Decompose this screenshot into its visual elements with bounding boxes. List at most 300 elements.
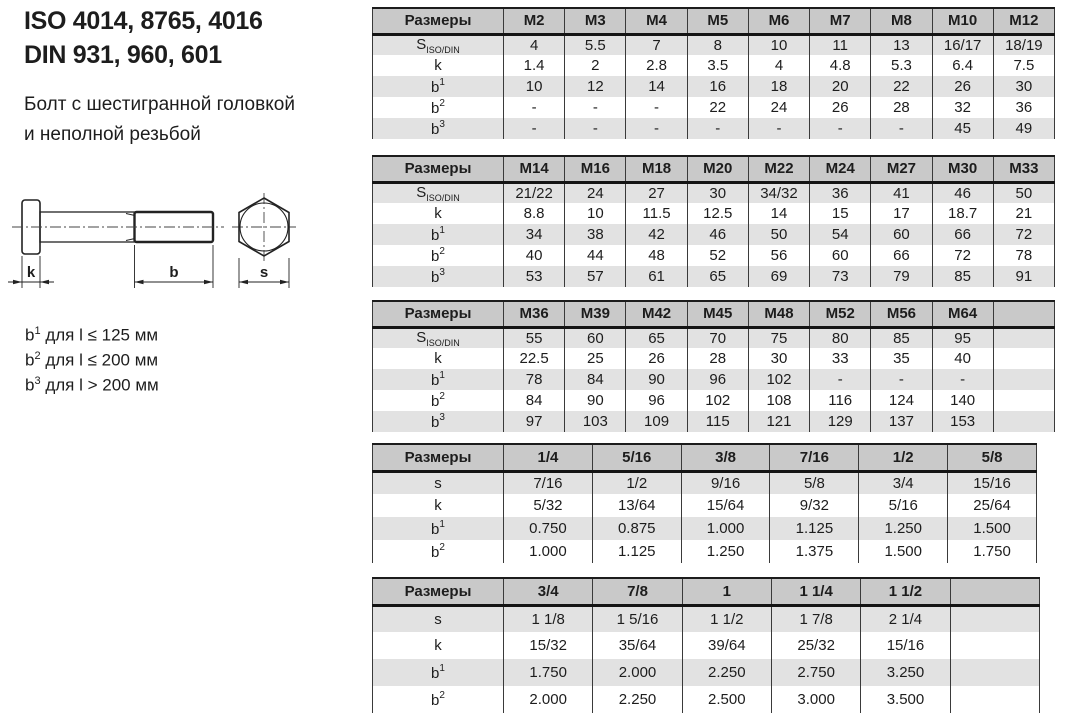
row-label: $S_{ISO/DIN}$ — [416, 183, 460, 203]
row-label-cell — [373, 471, 504, 494]
table-row — [373, 494, 1037, 517]
value-cell: 34/32 — [748, 182, 809, 203]
table-header-row — [373, 444, 1037, 471]
value-cell: 4 — [504, 34, 565, 55]
value-cell: 38 — [565, 224, 626, 245]
row-label-cell — [373, 348, 504, 369]
value-cell: 15/16 — [948, 471, 1037, 494]
value-cell: 60 — [810, 245, 871, 266]
size-column-header: 1/2 — [859, 444, 948, 471]
value-cell: 22 — [687, 97, 748, 118]
table-row — [373, 540, 1037, 563]
value-cell: 3/4 — [859, 471, 948, 494]
size-column-header: M12 — [993, 8, 1054, 34]
value-cell: 32 — [932, 97, 993, 118]
value-cell: 121 — [748, 411, 809, 432]
row-label-cell — [373, 390, 504, 411]
value-cell: 20 — [810, 76, 871, 97]
value-cell: 96 — [687, 369, 748, 390]
value-cell: 9/16 — [681, 471, 770, 494]
row-label: k — [434, 497, 442, 514]
size-column-header: M64 — [932, 301, 993, 327]
value-cell: - — [932, 369, 993, 390]
value-cell: 1.500 — [859, 540, 948, 563]
value-cell: 6.4 — [932, 55, 993, 76]
row-label: $b^1$ — [431, 76, 445, 96]
row-label: $b^2$ — [431, 97, 445, 117]
value-cell: 17 — [871, 203, 932, 224]
row-label-cell — [373, 540, 504, 563]
row-label: k — [434, 637, 442, 654]
table-header-row — [373, 578, 1040, 605]
row-label: k — [434, 350, 442, 367]
value-cell: 1.250 — [681, 540, 770, 563]
table-header-row — [373, 8, 1055, 34]
value-cell: 53 — [504, 266, 565, 287]
table-row — [373, 224, 1055, 245]
row-label-cell — [373, 632, 504, 659]
row-label: $b^3$ — [431, 411, 445, 431]
value-cell: 49 — [993, 118, 1054, 139]
table-row — [373, 471, 1037, 494]
size-column-header: M45 — [687, 301, 748, 327]
value-cell: 129 — [810, 411, 871, 432]
row-label-cell — [373, 266, 504, 287]
value-cell: 65 — [626, 327, 687, 348]
value-cell: 30 — [748, 348, 809, 369]
row-label-cell — [373, 76, 504, 97]
size-column-header: M56 — [871, 301, 932, 327]
value-cell: 5/32 — [504, 494, 593, 517]
value-cell: 1.375 — [770, 540, 859, 563]
row-label: k — [434, 57, 442, 74]
value-cell: 1 5/16 — [593, 605, 682, 632]
value-cell: 61 — [626, 266, 687, 287]
table-row — [373, 659, 1040, 686]
value-cell: 21 — [993, 203, 1054, 224]
value-cell: 1.000 — [681, 517, 770, 540]
value-cell: 26 — [626, 348, 687, 369]
row-label-cell — [373, 517, 504, 540]
row-label-cell — [373, 118, 504, 139]
standard-title — [24, 4, 263, 72]
value-cell: 57 — [565, 266, 626, 287]
value-cell: 137 — [871, 411, 932, 432]
iso-standards-line: ISO 4014, 8765, 4016 — [24, 7, 263, 35]
value-cell: 115 — [687, 411, 748, 432]
value-cell: - — [565, 97, 626, 118]
value-cell: 97 — [504, 411, 565, 432]
value-cell: 15 — [810, 203, 871, 224]
row-label: $b^1$ — [431, 224, 445, 244]
value-cell: 1 1/8 — [504, 605, 593, 632]
size-column-header: M39 — [565, 301, 626, 327]
value-cell: 91 — [993, 266, 1054, 287]
value-cell: 10 — [565, 203, 626, 224]
value-cell: 5/8 — [770, 471, 859, 494]
value-cell: 1.750 — [504, 659, 593, 686]
value-cell: 24 — [748, 97, 809, 118]
value-cell: 11.5 — [626, 203, 687, 224]
value-cell: 103 — [565, 411, 626, 432]
value-cell: 36 — [993, 97, 1054, 118]
size-column-header: 3/8 — [681, 444, 770, 471]
size-column-header: M42 — [626, 301, 687, 327]
value-cell: 80 — [810, 327, 871, 348]
value-cell: 54 — [810, 224, 871, 245]
value-cell: 60 — [565, 327, 626, 348]
value-cell: - — [687, 118, 748, 139]
value-cell: - — [748, 118, 809, 139]
value-cell: 85 — [871, 327, 932, 348]
value-cell: 7.5 — [993, 55, 1054, 76]
value-cell: 42 — [626, 224, 687, 245]
value-cell: - — [810, 118, 871, 139]
bolt-technical-drawing — [2, 185, 322, 315]
value-cell: 73 — [810, 266, 871, 287]
value-cell: 15/32 — [504, 632, 593, 659]
size-column-header: M24 — [810, 156, 871, 182]
value-cell: 1.4 — [504, 55, 565, 76]
row-label: $b^3$ — [431, 118, 445, 138]
value-cell — [993, 390, 1054, 411]
value-cell: 7/16 — [504, 471, 593, 494]
table-row — [373, 517, 1037, 540]
size-column-header: M8 — [871, 8, 932, 34]
value-cell: 33 — [810, 348, 871, 369]
value-cell: 1.125 — [770, 517, 859, 540]
value-cell: 28 — [687, 348, 748, 369]
value-cell: 12 — [565, 76, 626, 97]
row-label-cell — [373, 411, 504, 432]
table-header-label: Размеры — [373, 8, 504, 34]
size-column-header: M52 — [810, 301, 871, 327]
size-column-header: M6 — [748, 8, 809, 34]
value-cell: 78 — [993, 245, 1054, 266]
value-cell: 69 — [748, 266, 809, 287]
table-header-label: Размеры — [373, 301, 504, 327]
value-cell: 9/32 — [770, 494, 859, 517]
size-column-header: M22 — [748, 156, 809, 182]
size-column-header: M4 — [626, 8, 687, 34]
size-column-header: M33 — [993, 156, 1054, 182]
value-cell: 85 — [932, 266, 993, 287]
value-cell — [950, 686, 1039, 713]
table-row — [373, 76, 1055, 97]
note-line: $b^3$ для l > 200 мм — [25, 375, 159, 395]
value-cell: 30 — [687, 182, 748, 203]
value-cell: 140 — [932, 390, 993, 411]
size-column-header — [950, 578, 1039, 605]
value-cell: 24 — [565, 182, 626, 203]
value-cell — [993, 327, 1054, 348]
center-lines — [12, 193, 296, 261]
size-column-header: M27 — [871, 156, 932, 182]
value-cell: - — [626, 97, 687, 118]
value-cell: 13 — [871, 34, 932, 55]
size-column-header: M18 — [626, 156, 687, 182]
value-cell: 0.875 — [592, 517, 681, 540]
value-cell: 2.750 — [771, 659, 860, 686]
size-column-header: M14 — [504, 156, 565, 182]
row-label: k — [434, 205, 442, 222]
value-cell: - — [626, 118, 687, 139]
size-column-header: 1 — [682, 578, 771, 605]
value-cell: 16 — [687, 76, 748, 97]
table-row — [373, 34, 1055, 55]
table-row — [373, 411, 1055, 432]
value-cell: 10 — [748, 34, 809, 55]
table-header-label: Размеры — [373, 578, 504, 605]
value-cell: 2.8 — [626, 55, 687, 76]
value-cell: 25 — [565, 348, 626, 369]
value-cell: 22 — [871, 76, 932, 97]
value-cell: 2.500 — [682, 686, 771, 713]
size-column-header: M20 — [687, 156, 748, 182]
size-column-header: 1 1/4 — [771, 578, 860, 605]
value-cell: 50 — [748, 224, 809, 245]
row-label-cell — [373, 369, 504, 390]
table-header-label: Размеры — [373, 156, 504, 182]
value-cell: 79 — [871, 266, 932, 287]
value-cell: 75 — [748, 327, 809, 348]
size-column-header: M30 — [932, 156, 993, 182]
value-cell: 8.8 — [504, 203, 565, 224]
value-cell: 2.250 — [593, 686, 682, 713]
size-column-header: 7/8 — [593, 578, 682, 605]
table-row — [373, 605, 1040, 632]
value-cell: 72 — [993, 224, 1054, 245]
value-cell: 26 — [932, 76, 993, 97]
value-cell: 12.5 — [687, 203, 748, 224]
row-label: $b^3$ — [431, 266, 445, 286]
size-column-header: M10 — [932, 8, 993, 34]
row-label: $b^1$ — [431, 518, 445, 538]
value-cell: - — [504, 97, 565, 118]
value-cell: 66 — [932, 224, 993, 245]
value-cell: 4 — [748, 55, 809, 76]
dim-label-s: s — [259, 264, 269, 281]
size-column-header: M3 — [565, 8, 626, 34]
value-cell: 25/64 — [948, 494, 1037, 517]
value-cell: 39/64 — [682, 632, 771, 659]
value-cell: 27 — [626, 182, 687, 203]
value-cell: 50 — [993, 182, 1054, 203]
table-row — [373, 245, 1055, 266]
value-cell: 4.8 — [810, 55, 871, 76]
table-row — [373, 182, 1055, 203]
product-description — [24, 90, 295, 150]
value-cell: 5/16 — [859, 494, 948, 517]
row-label-cell — [373, 245, 504, 266]
value-cell: 153 — [932, 411, 993, 432]
dimension-table-metric-large — [372, 300, 1055, 432]
row-label: $b^2$ — [431, 390, 445, 410]
value-cell: 40 — [504, 245, 565, 266]
value-cell: 3.5 — [687, 55, 748, 76]
row-label-cell — [373, 686, 504, 713]
value-cell: 2.000 — [593, 659, 682, 686]
value-cell — [993, 411, 1054, 432]
value-cell: 8 — [687, 34, 748, 55]
value-cell: 1.000 — [504, 540, 593, 563]
size-column-header: 7/16 — [770, 444, 859, 471]
value-cell: 78 — [504, 369, 565, 390]
din-standards-line: DIN 931, 960, 601 — [24, 41, 222, 69]
value-cell — [950, 659, 1039, 686]
value-cell: 124 — [871, 390, 932, 411]
table-row — [373, 55, 1055, 76]
row-label-cell — [373, 55, 504, 76]
row-label-cell — [373, 659, 504, 686]
row-label-cell — [373, 34, 504, 55]
value-cell — [950, 605, 1039, 632]
value-cell: 46 — [932, 182, 993, 203]
value-cell: 15/16 — [861, 632, 950, 659]
row-label: s — [434, 610, 442, 628]
value-cell: 45 — [932, 118, 993, 139]
row-label-cell — [373, 605, 504, 632]
value-cell: 0.750 — [504, 517, 593, 540]
value-cell: 15/64 — [681, 494, 770, 517]
table-header-row — [373, 156, 1055, 182]
value-cell: 90 — [626, 369, 687, 390]
value-cell: 84 — [565, 369, 626, 390]
table-row — [373, 203, 1055, 224]
value-cell: 44 — [565, 245, 626, 266]
row-label: $b^1$ — [431, 369, 445, 389]
table-row — [373, 327, 1055, 348]
value-cell: 96 — [626, 390, 687, 411]
value-cell: 2.000 — [504, 686, 593, 713]
value-cell: 95 — [932, 327, 993, 348]
value-cell: - — [565, 118, 626, 139]
dimension-table-imperial-small — [372, 443, 1037, 563]
row-label-cell — [373, 97, 504, 118]
thread-length-notes — [25, 321, 159, 396]
row-label: $b^2$ — [431, 245, 445, 265]
value-cell: 3.000 — [771, 686, 860, 713]
value-cell: 35/64 — [593, 632, 682, 659]
value-cell: 72 — [932, 245, 993, 266]
table-row — [373, 118, 1055, 139]
size-column-header: 5/8 — [948, 444, 1037, 471]
value-cell: - — [871, 369, 932, 390]
value-cell: 2.250 — [682, 659, 771, 686]
table-row — [373, 266, 1055, 287]
value-cell: 102 — [748, 369, 809, 390]
row-label: $b^2$ — [431, 689, 445, 709]
size-column-header: M36 — [504, 301, 565, 327]
value-cell: 18.7 — [932, 203, 993, 224]
value-cell: 1/2 — [592, 471, 681, 494]
table-header-row — [373, 301, 1055, 327]
size-column-header: 1/4 — [504, 444, 593, 471]
value-cell: - — [504, 118, 565, 139]
dim-label-b: b — [169, 264, 179, 281]
value-cell: 2 1/4 — [861, 605, 950, 632]
value-cell: 26 — [810, 97, 871, 118]
value-cell: 14 — [748, 203, 809, 224]
value-cell: 70 — [687, 327, 748, 348]
dimension-table-metric-medium — [372, 155, 1055, 287]
note-line: $b^1$ для l ≤ 125 мм — [25, 325, 159, 345]
value-cell: 109 — [626, 411, 687, 432]
size-column-header: 1 1/2 — [861, 578, 950, 605]
value-cell: 22.5 — [504, 348, 565, 369]
value-cell: 52 — [687, 245, 748, 266]
value-cell: 18/19 — [993, 34, 1054, 55]
dim-label-k: k — [26, 264, 36, 281]
value-cell: 90 — [565, 390, 626, 411]
value-cell: 1.750 — [948, 540, 1037, 563]
value-cell: 36 — [810, 182, 871, 203]
table-row — [373, 348, 1055, 369]
row-label: $b^2$ — [431, 541, 445, 561]
row-label: $S_{ISO/DIN}$ — [416, 328, 460, 348]
size-column-header — [993, 301, 1054, 327]
row-label: $b^1$ — [431, 662, 445, 682]
value-cell: 25/32 — [771, 632, 860, 659]
row-label: s — [434, 474, 442, 492]
value-cell: 46 — [687, 224, 748, 245]
value-cell: 10 — [504, 76, 565, 97]
value-cell: 35 — [871, 348, 932, 369]
value-cell: 1 7/8 — [771, 605, 860, 632]
value-cell: 108 — [748, 390, 809, 411]
value-cell: 16/17 — [932, 34, 993, 55]
table-row — [373, 632, 1040, 659]
value-cell: 13/64 — [592, 494, 681, 517]
value-cell: - — [871, 118, 932, 139]
size-column-header: 3/4 — [504, 578, 593, 605]
row-label-cell — [373, 182, 504, 203]
description-line-1: Болт с шестигранной головкой — [24, 94, 295, 115]
value-cell: 28 — [871, 97, 932, 118]
value-cell: 84 — [504, 390, 565, 411]
value-cell: 1.500 — [948, 517, 1037, 540]
table-row — [373, 390, 1055, 411]
value-cell: 18 — [748, 76, 809, 97]
value-cell: 48 — [626, 245, 687, 266]
value-cell: 30 — [993, 76, 1054, 97]
row-label-cell — [373, 494, 504, 517]
value-cell: 7 — [626, 34, 687, 55]
dimension-table-metric-small — [372, 7, 1055, 139]
row-label-cell — [373, 327, 504, 348]
row-label-cell — [373, 203, 504, 224]
table-row — [373, 369, 1055, 390]
size-column-header: M48 — [748, 301, 809, 327]
value-cell: 60 — [871, 224, 932, 245]
note-line: $b^2$ для l ≤ 200 мм — [25, 350, 159, 370]
size-column-header: 5/16 — [592, 444, 681, 471]
table-row — [373, 686, 1040, 713]
value-cell: 21/22 — [504, 182, 565, 203]
value-cell: 56 — [748, 245, 809, 266]
dimension-table-imperial-large — [372, 577, 1040, 713]
value-cell: 102 — [687, 390, 748, 411]
size-column-header: M5 — [687, 8, 748, 34]
value-cell: 116 — [810, 390, 871, 411]
value-cell: 2 — [565, 55, 626, 76]
row-label: $S_{ISO/DIN}$ — [416, 35, 460, 55]
value-cell: 1 1/2 — [682, 605, 771, 632]
size-column-header: M2 — [504, 8, 565, 34]
value-cell — [950, 632, 1039, 659]
value-cell: 1.125 — [592, 540, 681, 563]
table-row — [373, 97, 1055, 118]
